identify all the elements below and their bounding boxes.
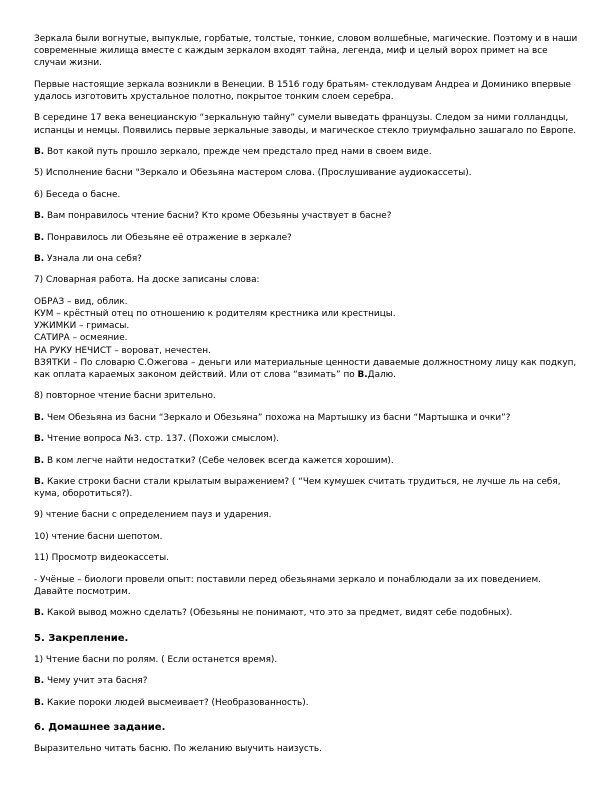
homework-text: Выразительно читать басню. По желанию выучить наизусть.: [34, 744, 322, 755]
paragraph-mirror-path: В. Вот какой путь прошло зеркало, прежде чем предстало пред нами в своем виде.: [34, 146, 432, 157]
question-recognized: В. Узнала ли она себя?: [34, 253, 142, 264]
vocab-satira: САТИРА – осмеяние.: [34, 333, 128, 344]
paragraph-experiment: - Учёные – биологи провели опыт: поставили перед обезьянами зеркало и понаблюдали за их поведением. Давайте посмотрим.: [34, 574, 541, 597]
question-similarity: В. Чем Обезьяна из басни “Зеркало и Обезьяна” похожа на Мартышку из басни “Мартышка и очки”?: [34, 412, 511, 423]
step-10-whisper: 10) чтение басни шепотом.: [34, 531, 163, 542]
vocab-obraz: ОБРАЗ – вид, облик.: [34, 296, 128, 307]
question-vices: В. Какие пороки людей высмеивает? (Необразованность).: [34, 697, 309, 708]
step-11-video: 11) Просмотр видеокассеты.: [34, 553, 169, 564]
step-role-reading: 1) Чтение басни по ролям. ( Если останется время).: [34, 654, 278, 665]
question-reflection: В. Понравилось ли Обезьяне её отражение в зеркале?: [34, 232, 292, 243]
step-8-reread: 8) повторное чтение басни зрительно.: [34, 391, 216, 402]
vocab-na-ruku-nechist: НА РУКУ НЕЧИСТ – вороват, нечестен.: [34, 345, 211, 356]
step-7-vocabulary: 7) Словарная работа. На доске записаны слова:: [34, 275, 260, 286]
vocab-vzyatki: ВЗЯТКИ – По словарю С.Ожегова – деньги или материальные ценности даваемые должностному лицу как подкуп, как оплата караемых законом действий. Или от слова “взимать” по В.Далю.: [34, 357, 577, 380]
step-6-discussion: 6) Беседа о басне.: [34, 189, 121, 200]
step-5-performance: 5) Исполнение басни "Зеркало и Обезьяна мастером слова. (Прослушивание аудиокассеты).: [34, 168, 472, 179]
question-conclusion: В. Какой вывод можно сделать? (Обезьяны не понимают, что это за предмет, видят себе подобных).: [34, 608, 513, 619]
section-heading-homework: 6. Домашнее задание.: [34, 722, 166, 734]
question-3-reading: В. Чтение вопроса №3. стр. 137. (Похожи смыслом).: [34, 434, 279, 445]
question-moral: В. Чему учит эта басня?: [34, 676, 148, 687]
question-liked-reading: В. Вам понравилось чтение басни? Кто кроме Обезьяны участвует в басне?: [34, 211, 392, 222]
vocabulary-list: [34, 296, 580, 381]
question-faults: В. В ком легче найти недостатки? (Себе человек всегда кажется хорошим).: [34, 455, 394, 466]
question-winged-words: В. Какие строки басни стали крылатым выражением? ( “Чем кумушек считать трудиться, не лучше ль на себя, кума, оборотиться?).: [34, 476, 561, 500]
section-heading-consolidation: 5. Закрепление.: [34, 632, 129, 644]
paragraph-mirrors-history: Зеркала были вогнутые, выпуклые, горбатые, толстые, тонкие, словом волшебные, магические. Поэтому и в наши современные жилища вместе с каждым зеркалом входят тайна, легенда, миф и целый ворох примет на все случаи жизни.: [34, 34, 578, 69]
step-9-pauses: 9) чтение басни с определением пауз и ударения.: [34, 510, 272, 521]
vocab-uzhimki: УЖИМКИ – гримасы.: [34, 321, 130, 332]
document-body: [34, 33, 580, 765]
paragraph-17th-century: В середине 17 века венецианскую “зеркальную тайну” сумели выведать французы. Следом за ними голландцы, испанцы и немцы. Появились первые зеркальные заводы, и магическое стекло триумфально зашагало по Европе.: [34, 113, 577, 136]
vocab-kum: КУМ – крёстный отец по отношению к родителям крестника или крестницы.: [34, 308, 396, 319]
paragraph-venice: Первые настоящие зеркала возникли в Венеции. В 1516 году братьям- стеклодувам Андреа и Доминико впервые удалось изготовить хрустальное полотно, покрытое тонким слоем серебра.: [34, 79, 571, 102]
